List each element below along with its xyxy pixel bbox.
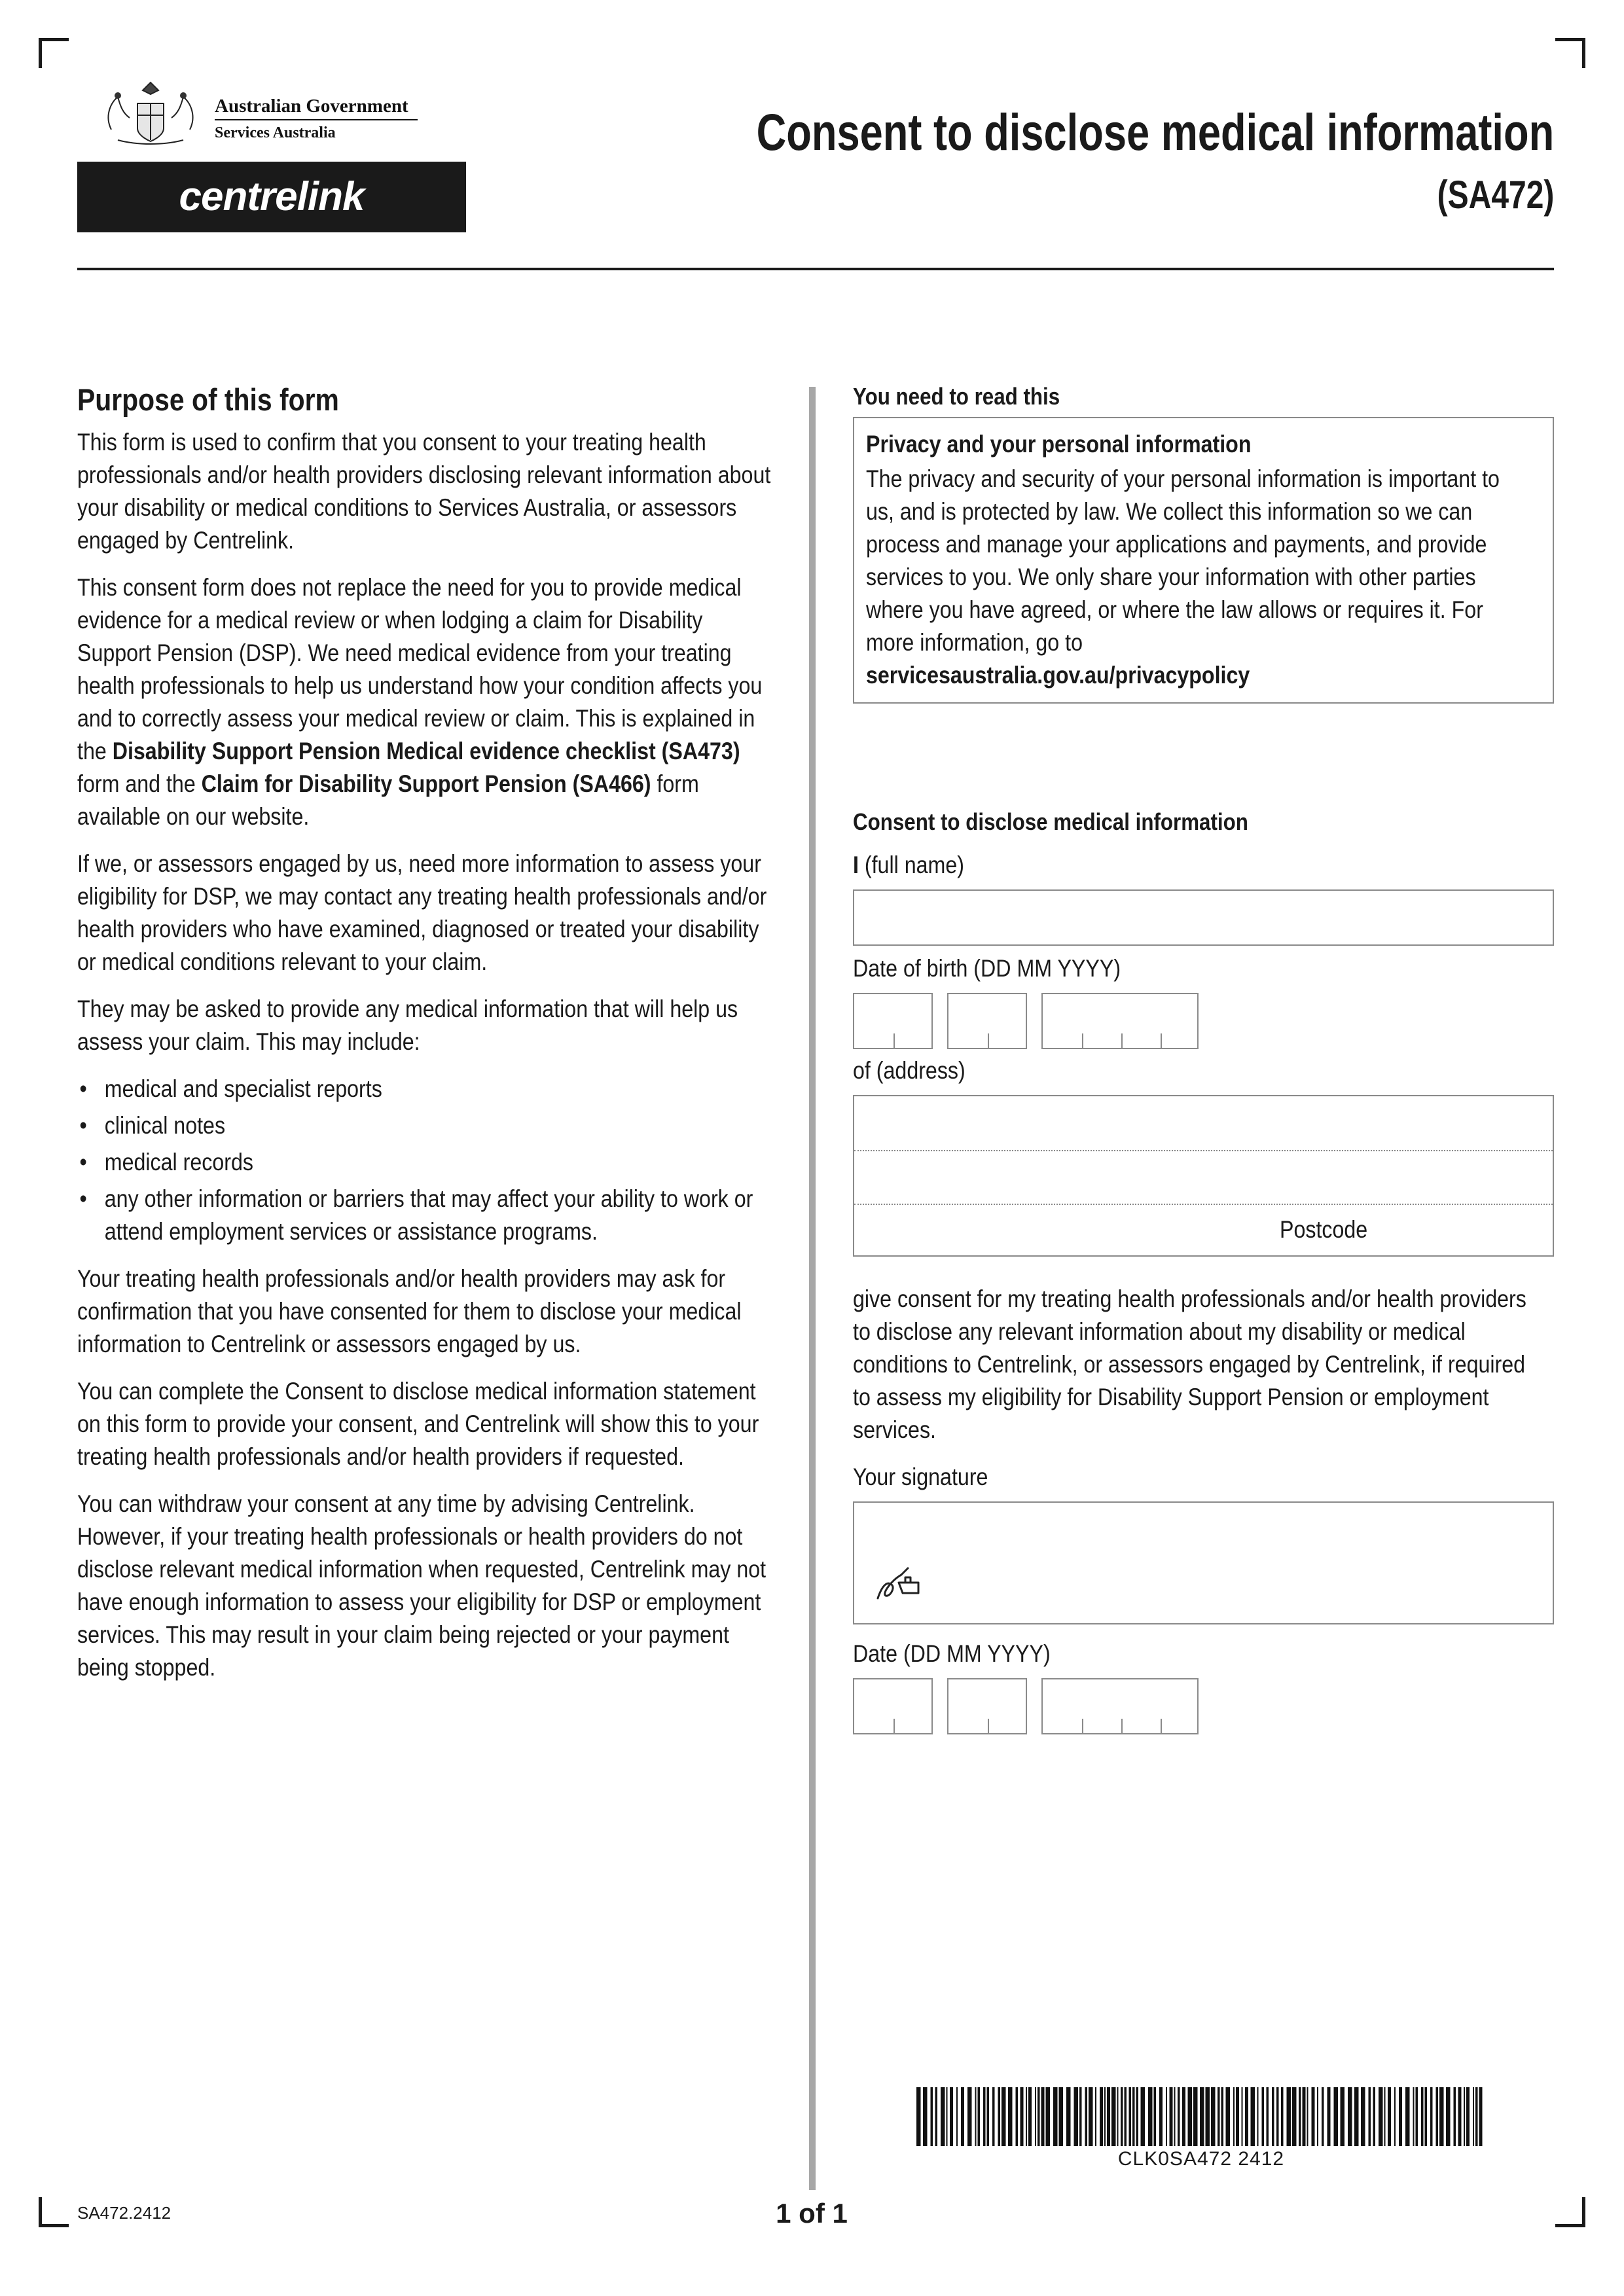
barcode-bar xyxy=(1421,2087,1424,2146)
barcode-bar xyxy=(1454,2087,1456,2146)
date-day-field[interactable] xyxy=(853,1678,933,1734)
date-month-field[interactable] xyxy=(947,1678,1027,1734)
barcode-bar xyxy=(1361,2087,1365,2146)
barcode-bar xyxy=(1200,2087,1204,2146)
crop-mark-top-right xyxy=(1555,38,1585,68)
barcode-bar xyxy=(1206,2087,1210,2146)
barcode-bar xyxy=(967,2087,972,2146)
page-number: 1 of 1 xyxy=(776,2198,848,2229)
purpose-paragraph-5: Your treating health professionals and/or health providers may ask for confirmation that you have consented for them to disclose your medical information to Centrelink or assessors engaged by us. xyxy=(77,1265,742,1357)
barcode-bar xyxy=(1299,2087,1301,2146)
barcode-image xyxy=(916,2087,1486,2146)
dob-label: Date of birth (DD MM YYYY) xyxy=(853,955,1121,982)
barcode-text: CLK0SA472 2412 xyxy=(1117,2148,1285,2170)
barcode-bar xyxy=(1257,2087,1259,2146)
crop-mark-bottom-left xyxy=(39,2197,69,2227)
address-line-divider xyxy=(854,1150,1553,1151)
barcode-bar xyxy=(1001,2087,1006,2146)
barcode-bar xyxy=(1416,2087,1418,2146)
barcode-bar xyxy=(1125,2087,1127,2146)
barcode-bar xyxy=(1136,2087,1139,2146)
agency-name: Services Australia xyxy=(215,124,336,141)
barcode-bar xyxy=(1458,2087,1462,2146)
barcode-bar xyxy=(1322,2087,1324,2146)
consent-statement: give consent for my treating health professionals and/or health providers to disclose any relevant information about my disability or medical conditions to Centrelink, or assessors engaged by Centrelink, if required to assess my eligibility for Disability Support Pension or employment services. xyxy=(853,1285,1526,1443)
barcode-bar xyxy=(1287,2087,1291,2146)
centrelink-brand-bar xyxy=(77,162,466,232)
date-label: Date (DD MM YYYY) xyxy=(853,1640,1051,1667)
list-item: • clinical notes xyxy=(77,1109,778,1142)
logo-divider xyxy=(215,119,418,120)
barcode-bar xyxy=(1341,2087,1345,2146)
crop-mark-top-left xyxy=(39,38,69,68)
barcode-bar xyxy=(1020,2087,1024,2146)
barcode-bar xyxy=(1046,2087,1051,2146)
p2-text-c: form and the xyxy=(77,770,202,797)
barcode-bar xyxy=(1148,2087,1153,2146)
full-name-input[interactable] xyxy=(853,889,1554,946)
barcode-bar xyxy=(975,2087,977,2146)
barcode-bar xyxy=(1236,2087,1239,2146)
barcode-bar xyxy=(1159,2087,1163,2146)
barcode-bar xyxy=(1348,2087,1352,2146)
barcode-bar xyxy=(1379,2087,1383,2146)
government-name: Australian Government xyxy=(215,96,408,117)
barcode-bar xyxy=(1312,2087,1315,2146)
barcode-bar xyxy=(992,2087,995,2146)
purpose-heading: Purpose of this form xyxy=(77,382,339,417)
barcode-bar xyxy=(1373,2087,1376,2146)
barcode-bar xyxy=(1464,2087,1465,2146)
barcode-bar xyxy=(1262,2087,1265,2146)
barcode-bar xyxy=(1089,2087,1093,2146)
barcode-bar xyxy=(1242,2087,1243,2146)
dob-input[interactable] xyxy=(853,993,1554,1049)
signature-field[interactable] xyxy=(853,1501,1554,1624)
purpose-paragraph-7: You can withdraw your consent at any time by advising Centrelink. However, if your treating health professionals or health providers do not disclose relevant medical information when requested, Centrelink may not have enough information to assess your eligibility for DSP or employment services. This may result in your claim being rejected or your payment being stopped. xyxy=(77,1490,767,1681)
barcode-bar xyxy=(1028,2087,1032,2146)
consent-column xyxy=(853,376,1554,1740)
purpose-paragraph-1: This form is used to confirm that you consent to your treating health professionals and/or health providers disclosing relevant information about your disability or medical conditions to Services Australia, or assessors engaged by Centrelink. xyxy=(77,429,771,554)
p2-claim-ref: Claim for Disability Support Pension (SA466) xyxy=(201,770,651,797)
barcode-bar xyxy=(1327,2087,1331,2146)
barcode-bar xyxy=(1479,2087,1483,2146)
name-prefix: I xyxy=(853,852,859,878)
barcode-bar xyxy=(935,2087,938,2146)
barcode-bar xyxy=(1281,2087,1284,2146)
barcode-bar xyxy=(998,2087,1001,2146)
barcode-bar xyxy=(1035,2087,1036,2146)
dob-month-field[interactable] xyxy=(947,993,1027,1049)
column-separator xyxy=(809,387,816,2190)
barcode-bar xyxy=(1446,2087,1451,2146)
purpose-paragraph-2 xyxy=(77,571,778,833)
signature-hand-icon xyxy=(873,1560,925,1606)
form-code: (SA472) xyxy=(1437,173,1554,217)
barcode-bar xyxy=(950,2087,953,2146)
barcode-bar xyxy=(931,2087,933,2146)
barcode-bar xyxy=(1245,2087,1248,2146)
privacy-policy-link[interactable]: servicesaustralia.gov.au/privacypolicy xyxy=(866,662,1250,689)
barcode-bar xyxy=(1233,2087,1235,2146)
date-input[interactable] xyxy=(853,1678,1554,1734)
barcode-bar xyxy=(1117,2087,1119,2146)
barcode-bar xyxy=(1354,2087,1359,2146)
barcode-bar xyxy=(1436,2087,1439,2146)
read-this-label: You need to read this xyxy=(853,383,1060,410)
barcode-bar xyxy=(1193,2087,1198,2146)
barcode-bar xyxy=(1317,2087,1318,2146)
barcode-bar xyxy=(1182,2087,1185,2146)
brand-name: centrelink xyxy=(179,174,365,219)
barcode-bar xyxy=(1174,2087,1176,2146)
barcode-bar xyxy=(1041,2087,1045,2146)
coat-of-arms-icon xyxy=(98,77,203,151)
barcode-bar xyxy=(1221,2087,1224,2146)
barcode-bar xyxy=(1016,2087,1019,2146)
privacy-notice-box xyxy=(853,417,1554,704)
barcode-bar xyxy=(1425,2087,1428,2146)
barcode-bar xyxy=(1384,2087,1386,2146)
barcode-bar xyxy=(1066,2087,1071,2146)
barcode-bar xyxy=(1095,2087,1096,2146)
barcode-bar xyxy=(1394,2087,1396,2146)
barcode-bar xyxy=(978,2087,981,2146)
barcode-bar xyxy=(941,2087,945,2146)
dob-day-field[interactable] xyxy=(853,993,933,1049)
barcode-bar xyxy=(1008,2087,1013,2146)
barcode-bar xyxy=(1439,2087,1444,2146)
barcode-bar xyxy=(1104,2087,1106,2146)
barcode-bar xyxy=(1307,2087,1308,2146)
barcode-bar xyxy=(1085,2087,1088,2146)
address-input[interactable] xyxy=(853,1095,1554,1257)
date-year-field[interactable] xyxy=(1041,1678,1199,1734)
barcode-bar xyxy=(1100,2087,1103,2146)
barcode-bar xyxy=(1074,2087,1079,2146)
barcode-bar xyxy=(1369,2087,1371,2146)
privacy-title: Privacy and your personal information xyxy=(866,431,1252,457)
consent-heading: Consent to disclose medical information xyxy=(853,808,1248,835)
postcode-label: Postcode xyxy=(1280,1216,1368,1243)
barcode-bar xyxy=(947,2087,948,2146)
barcode-bar xyxy=(1038,2087,1040,2146)
barcode-bar xyxy=(1272,2087,1274,2146)
barcode-bar xyxy=(1129,2087,1132,2146)
address-line-divider xyxy=(854,1204,1553,1205)
barcode-bar xyxy=(1211,2087,1216,2146)
barcode-bar xyxy=(1121,2087,1123,2146)
form-reference: SA472.2412 xyxy=(77,2203,171,2223)
barcode-bar xyxy=(1111,2087,1116,2146)
barcode-bar xyxy=(1251,2087,1255,2146)
purpose-paragraph-6: You can complete the Consent to disclose medical information statement on this form to provide your consent, and Centrelink will show this to your treating health professionals and/or health providers if requested. xyxy=(77,1378,759,1470)
barcode-bar xyxy=(1430,2087,1433,2146)
barcode-bar xyxy=(1141,2087,1146,2146)
form-title: Consent to disclose medical information xyxy=(756,103,1554,161)
barcode-bar xyxy=(923,2087,928,2146)
barcode-bar xyxy=(1218,2087,1220,2146)
purpose-paragraph-3: If we, or assessors engaged by us, need more information to assess your eligibility for DSP, we may contact any treating health professionals and/or health providers who have examined, diagnosed or treated your disability or medical conditions relevant to your claim. xyxy=(77,850,767,975)
barcode-bar xyxy=(1059,2087,1064,2146)
barcode-bar xyxy=(1292,2087,1297,2146)
barcode-bar xyxy=(1475,2087,1478,2146)
address-label: of (address) xyxy=(853,1057,965,1084)
privacy-body: The privacy and security of your personal information is important to us, and is protected by law. We collect this information so we can process and manage your applications and payments, and provide services to you. We only share your information with other parties where you have agreed, or where the law allows or requires it. For more information, go to xyxy=(866,465,1500,656)
p2-text-e: form available on our website. xyxy=(77,770,699,830)
barcode-bar xyxy=(1107,2087,1110,2146)
barcode-bar xyxy=(1154,2087,1157,2146)
barcode-bar xyxy=(987,2087,990,2146)
list-item: • any other information or barriers that may affect your ability to work or attend employment services or assistance programs. xyxy=(77,1183,778,1248)
barcode-bar xyxy=(1473,2087,1474,2146)
barcode-bar xyxy=(1405,2087,1410,2146)
barcode-bar xyxy=(1188,2087,1193,2146)
name-label-text: (full name) xyxy=(858,852,964,878)
crop-mark-bottom-right xyxy=(1555,2197,1585,2227)
barcode-bar xyxy=(1178,2087,1180,2146)
barcode-bar xyxy=(1399,2087,1402,2146)
barcode-bar xyxy=(916,2087,921,2146)
barcode-bar xyxy=(1413,2087,1415,2146)
barcode-bar xyxy=(956,2087,958,2146)
signature-label: Your signature xyxy=(853,1463,988,1490)
purpose-paragraph-4: They may be asked to provide any medical information that will help us assess your claim. This may include: xyxy=(77,996,738,1055)
barcode-bar xyxy=(1226,2087,1231,2146)
barcode-bar xyxy=(1388,2087,1391,2146)
list-item: • medical records xyxy=(77,1146,778,1179)
barcode-bar xyxy=(1170,2087,1173,2146)
barcode-bar xyxy=(1303,2087,1306,2146)
medical-info-list xyxy=(77,1073,778,1248)
barcode-bar xyxy=(1334,2087,1339,2146)
dob-year-field[interactable] xyxy=(1041,993,1199,1049)
barcode-bar xyxy=(1026,2087,1027,2146)
list-item: • medical and specialist reports xyxy=(77,1073,778,1105)
barcode-bar xyxy=(1466,2087,1470,2146)
p2-checklist-ref: Disability Support Pension Medical evidence checklist (SA473) xyxy=(112,738,740,764)
barcode-bar xyxy=(1166,2087,1167,2146)
barcode-bar xyxy=(983,2087,986,2146)
purpose-column xyxy=(77,376,778,1698)
barcode-bar xyxy=(1053,2087,1058,2146)
barcode-bar xyxy=(1079,2087,1082,2146)
barcode-bar xyxy=(1132,2087,1135,2146)
p2-text-a: This consent form does not replace the need for you to provide medical evidence for a medical review or when lodging a claim for Disability Support Pension (DSP). We need medical evidence from your treating health professionals to help us understand how your condition affects you and to correctly assess your medical review or claim. This is explained in the xyxy=(77,574,763,764)
header-divider xyxy=(77,268,1554,270)
full-name-label xyxy=(853,849,1463,882)
government-logo xyxy=(98,77,425,151)
barcode-bar xyxy=(1267,2087,1269,2146)
barcode-bar xyxy=(1276,2087,1279,2146)
barcode-bar xyxy=(961,2087,964,2146)
